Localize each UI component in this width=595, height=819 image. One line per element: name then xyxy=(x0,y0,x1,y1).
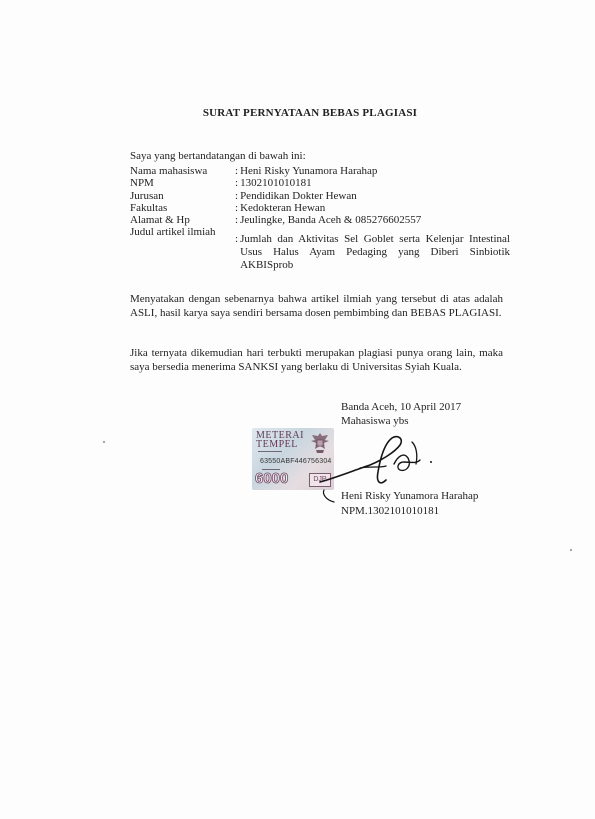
field-value: Jeulingke, Banda Aceh & 085276602557 xyxy=(240,214,422,227)
stamp-currency: DJP xyxy=(309,473,331,487)
field-label: NPM xyxy=(130,177,154,190)
field-label: Nama mahasiswa xyxy=(130,165,208,177)
signer-name: Heni Risky Yunamora Harahap xyxy=(341,490,479,502)
stamp-value: 6000 xyxy=(255,470,289,487)
signer-npm: NPM.1302101010181 xyxy=(341,505,440,517)
signer-role: Mahasiswa ybs xyxy=(341,415,409,427)
stamp-line2: TEMPEL xyxy=(256,439,298,450)
field-row-fakultas: Fakultas : Kedokteran Hewan xyxy=(130,201,326,214)
field-value: 1302101010181 xyxy=(240,177,312,190)
place-date: Banda Aceh, 10 April 2017 xyxy=(341,401,462,413)
field-row-name: Nama mahasiswa : Heni Risky Yunamora Harahap xyxy=(130,165,378,177)
identity-fields xyxy=(130,165,510,272)
field-label: Jurusan xyxy=(130,189,164,202)
field-value: Jumlah dan Aktivitas Sel Goblet serta Kelenjar Intestinal Usus Halus Ayam Pedaging yang Diberi Sinbiotik AKBISprob xyxy=(240,233,510,272)
field-label: Alamat & Hp xyxy=(130,214,190,227)
stamp-title xyxy=(256,431,304,449)
sanction-paragraph: Jika ternyata dikemudian hari terbukti merupakan plagiasi punya orang lain, maka saya bersedia menerima SANKSI yang berlaku di Universitas Syiah Kuala. xyxy=(130,347,503,373)
field-value: Heni Risky Yunamora Harahap xyxy=(240,165,378,177)
field-row-npm: NPM : 1302101010181 xyxy=(130,177,312,190)
stamp-microtext: ▬▬▬▬▬▬▬▬ xyxy=(258,449,282,453)
stamp-serial: 63550ABF446756304 xyxy=(260,458,332,465)
field-value: Pendidikan Dokter Hewan xyxy=(240,189,357,202)
intro-text: Saya yang bertandatangan di bawah ini: xyxy=(130,150,306,162)
field-label: Judul artikel ilmiah xyxy=(130,226,216,239)
field-row-alamat: Alamat & Hp : Jeulingke, Banda Aceh & 085276602557 xyxy=(130,214,422,227)
scan-speck xyxy=(103,441,105,443)
field-value: Kedokteran Hewan xyxy=(240,201,326,214)
signer-block xyxy=(341,489,478,519)
field-row-jurusan: Jurusan : Pendidikan Dokter Hewan xyxy=(130,189,357,202)
field-row-judul: Judul artikel ilmiah : Jumlah dan Aktivitas Sel Goblet serta Kelenjar Intestinal Usus Halus Ayam Pedaging yang Diberi Sinbiotik AKBISprob xyxy=(130,226,510,272)
document-title: SURAT PERNYATAAN BEBAS PLAGIASI xyxy=(202,107,418,119)
scan-speck xyxy=(570,549,572,551)
field-label: Fakultas xyxy=(130,201,168,214)
stamp-microtext-2: ▬▬▬▬▬▬ xyxy=(262,467,280,471)
stamp-line1: METERAI xyxy=(256,430,304,441)
declaration-paragraph: Menyatakan dengan sebenarnya bahwa artikel ilmiah yang tersebut di atas adalah ASLI, hasil karya saya sendiri bersama dosen pembimbing dan BEBAS PLAGIASI. xyxy=(130,293,503,319)
